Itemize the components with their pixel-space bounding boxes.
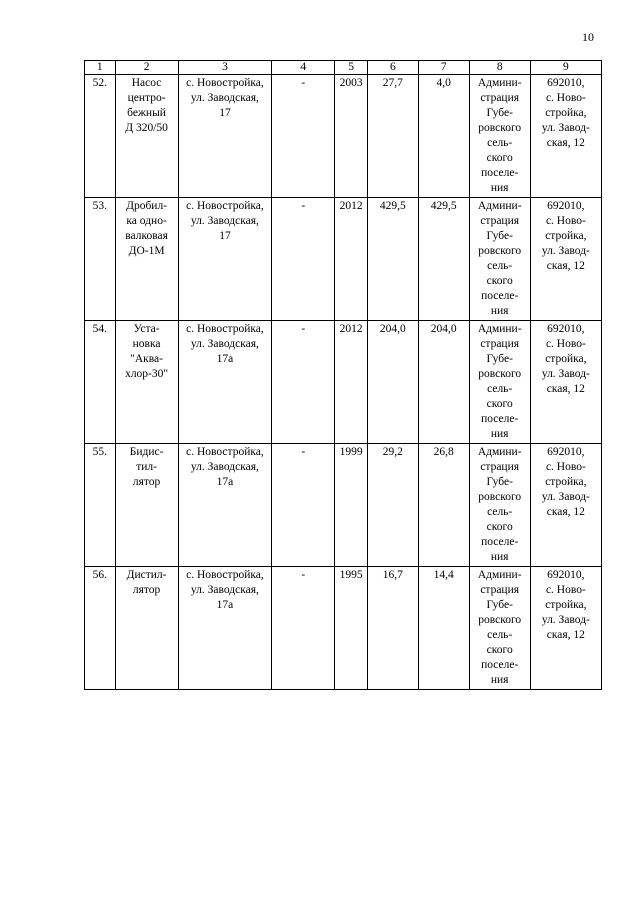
row-number: 53.: [85, 198, 116, 321]
item-name: Уста- новка "Аква- хлор-30": [115, 321, 178, 444]
item-location: с. Новостройка, ул. Заводская, 17а: [178, 444, 272, 567]
col6-value: 204,0: [367, 321, 418, 444]
item-name: Дистил- лятор: [115, 567, 178, 690]
col7-value: 204,0: [418, 321, 469, 444]
table-row: [85, 567, 602, 690]
col7-value: 429,5: [418, 198, 469, 321]
item-owner: Админи- страция Губе- ровского сель- ского поселе- ния: [469, 198, 530, 321]
row-number: 55.: [85, 444, 116, 567]
item-name: Бидис- тил- лятор: [115, 444, 178, 567]
item-location: с. Новостройка, ул. Заводская, 17: [178, 198, 272, 321]
table-row: [85, 198, 602, 321]
table-row: [85, 75, 602, 198]
col7-value: 14,4: [418, 567, 469, 690]
table-row: [85, 321, 602, 444]
col4-value: -: [272, 567, 335, 690]
item-location: с. Новостройка, ул. Заводская, 17: [178, 75, 272, 198]
header-cell: 4: [272, 61, 335, 75]
col7-value: 26,8: [418, 444, 469, 567]
page-number: 10: [582, 30, 594, 44]
header-cell: 7: [418, 61, 469, 75]
header-cell: 1: [85, 61, 116, 75]
item-location: с. Новостройка, ул. Заводская, 17а: [178, 567, 272, 690]
col4-value: -: [272, 198, 335, 321]
owner-address: 692010, с. Ново- стройка, ул. Завод- ская, 12: [530, 567, 601, 690]
col4-value: -: [272, 444, 335, 567]
owner-address: 692010, с. Ново- стройка, ул. Завод- ская, 12: [530, 321, 601, 444]
owner-address: 692010, с. Ново- стройка, ул. Завод- ская, 12: [530, 444, 601, 567]
col6-value: 16,7: [367, 567, 418, 690]
item-owner: Админи- страция Губе- ровского сель- ского поселе- ния: [469, 567, 530, 690]
row-number: 54.: [85, 321, 116, 444]
col6-value: 29,2: [367, 444, 418, 567]
item-name: Дробил- ка одно- валковая ДО-1М: [115, 198, 178, 321]
item-year: 2012: [335, 198, 368, 321]
row-number: 52.: [85, 75, 116, 198]
col4-value: -: [272, 321, 335, 444]
property-table: [84, 60, 602, 690]
item-year: 1995: [335, 567, 368, 690]
item-owner: Админи- страция Губе- ровского сель- ского поселе- ния: [469, 321, 530, 444]
header-cell: 5: [335, 61, 368, 75]
col6-value: 27,7: [367, 75, 418, 198]
item-owner: Админи- страция Губе- ровского сель- ского поселе- ния: [469, 75, 530, 198]
owner-address: 692010, с. Ново- стройка, ул. Завод- ская, 12: [530, 198, 601, 321]
row-number: 56.: [85, 567, 116, 690]
table-header-row: [85, 61, 602, 75]
owner-address: 692010, с. Ново- стройка, ул. Завод- ская, 12: [530, 75, 601, 198]
table-row: [85, 444, 602, 567]
item-year: 1999: [335, 444, 368, 567]
col6-value: 429,5: [367, 198, 418, 321]
col4-value: -: [272, 75, 335, 198]
item-location: с. Новостройка, ул. Заводская, 17а: [178, 321, 272, 444]
header-cell: 2: [115, 61, 178, 75]
header-cell: 9: [530, 61, 601, 75]
header-cell: 6: [367, 61, 418, 75]
header-cell: 3: [178, 61, 272, 75]
item-owner: Админи- страция Губе- ровского сель- ского поселе- ния: [469, 444, 530, 567]
item-name: Насос центро- бежный Д 320/50: [115, 75, 178, 198]
header-cell: 8: [469, 61, 530, 75]
col7-value: 4,0: [418, 75, 469, 198]
item-year: 2012: [335, 321, 368, 444]
item-year: 2003: [335, 75, 368, 198]
